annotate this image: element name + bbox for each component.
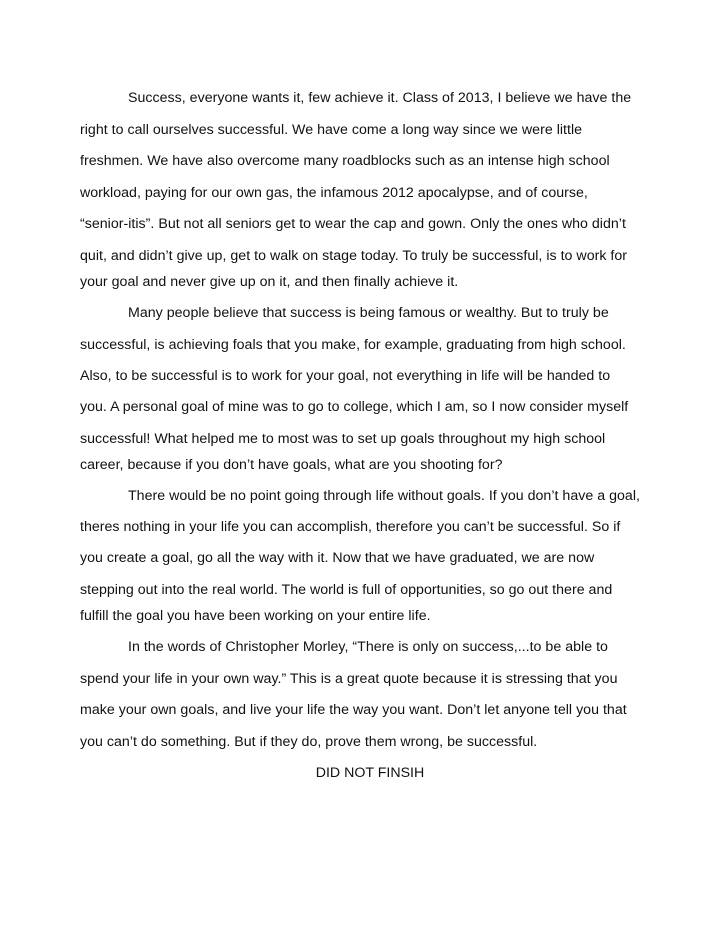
paragraph-3-line-3: you create a goal, go all the way with it. Now that we have graduated, we are now bbox=[80, 550, 595, 566]
paragraph-3-line-4: stepping out into the real world. The world is full of opportunities, so go out there and bbox=[80, 582, 613, 598]
paragraph-2-line-3: Also, to be successful is to work for your goal, not everything in life will be handed to bbox=[80, 368, 611, 384]
paragraph-1-line-2: right to call ourselves successful. We have come a long way since we were little bbox=[80, 122, 583, 138]
paragraph-4-line-1: In the words of Christopher Morley, “There is only on success,...to be able to bbox=[128, 639, 608, 655]
paragraph-2-line-6: career, because if you don’t have goals, what are you shooting for? bbox=[80, 457, 503, 473]
paragraph-3-line-5: fulfill the goal you have been working on your entire life. bbox=[80, 608, 431, 624]
paragraph-2-line-5: successful! What helped me to most was to set up goals throughout my high school bbox=[80, 431, 606, 447]
paragraph-3-line-1: There would be no point going through life without goals. If you don’t have a goal, bbox=[128, 488, 640, 504]
paragraph-1-line-7: your goal and never give up on it, and then finally achieve it. bbox=[80, 274, 459, 290]
paragraph-1-line-5: “senior-itis”. But not all seniors get to wear the cap and gown. Only the ones who didn’t bbox=[80, 216, 626, 232]
paragraph-3-line-2: theres nothing in your life you can accomplish, therefore you can’t be successful. So if bbox=[80, 519, 621, 535]
paragraph-1-line-1: Success, everyone wants it, few achieve it. Class of 2013, I believe we have the bbox=[128, 90, 632, 106]
paragraph-2-line-1: Many people believe that success is being famous or wealthy. But to truly be bbox=[128, 305, 609, 321]
paragraph-4-line-3: make your own goals, and live your life the way you want. Don’t let anyone tell you that bbox=[80, 702, 627, 718]
paragraph-1-line-3: freshmen. We have also overcome many roadblocks such as an intense high school bbox=[80, 153, 610, 169]
paragraph-1-line-4: workload, paying for our own gas, the infamous 2012 apocalypse, and of course, bbox=[80, 185, 588, 201]
paragraph-2-line-2: successful, is achieving foals that you make, for example, graduating from high school. bbox=[80, 337, 626, 353]
footer-note: DID NOT FINSIH bbox=[315, 765, 425, 781]
paragraph-1-line-6: quit, and didn’t give up, get to walk on stage today. To truly be successful, is to work for bbox=[80, 248, 628, 264]
paragraph-4-line-4: you can’t do something. But if they do, prove them wrong, be successful. bbox=[80, 734, 538, 750]
paragraph-4-line-2: spend your life in your own way.” This is a great quote because it is stressing that you bbox=[80, 671, 618, 687]
paragraph-2-line-4: you. A personal goal of mine was to go to college, which I am, so I now consider myself bbox=[80, 399, 629, 415]
